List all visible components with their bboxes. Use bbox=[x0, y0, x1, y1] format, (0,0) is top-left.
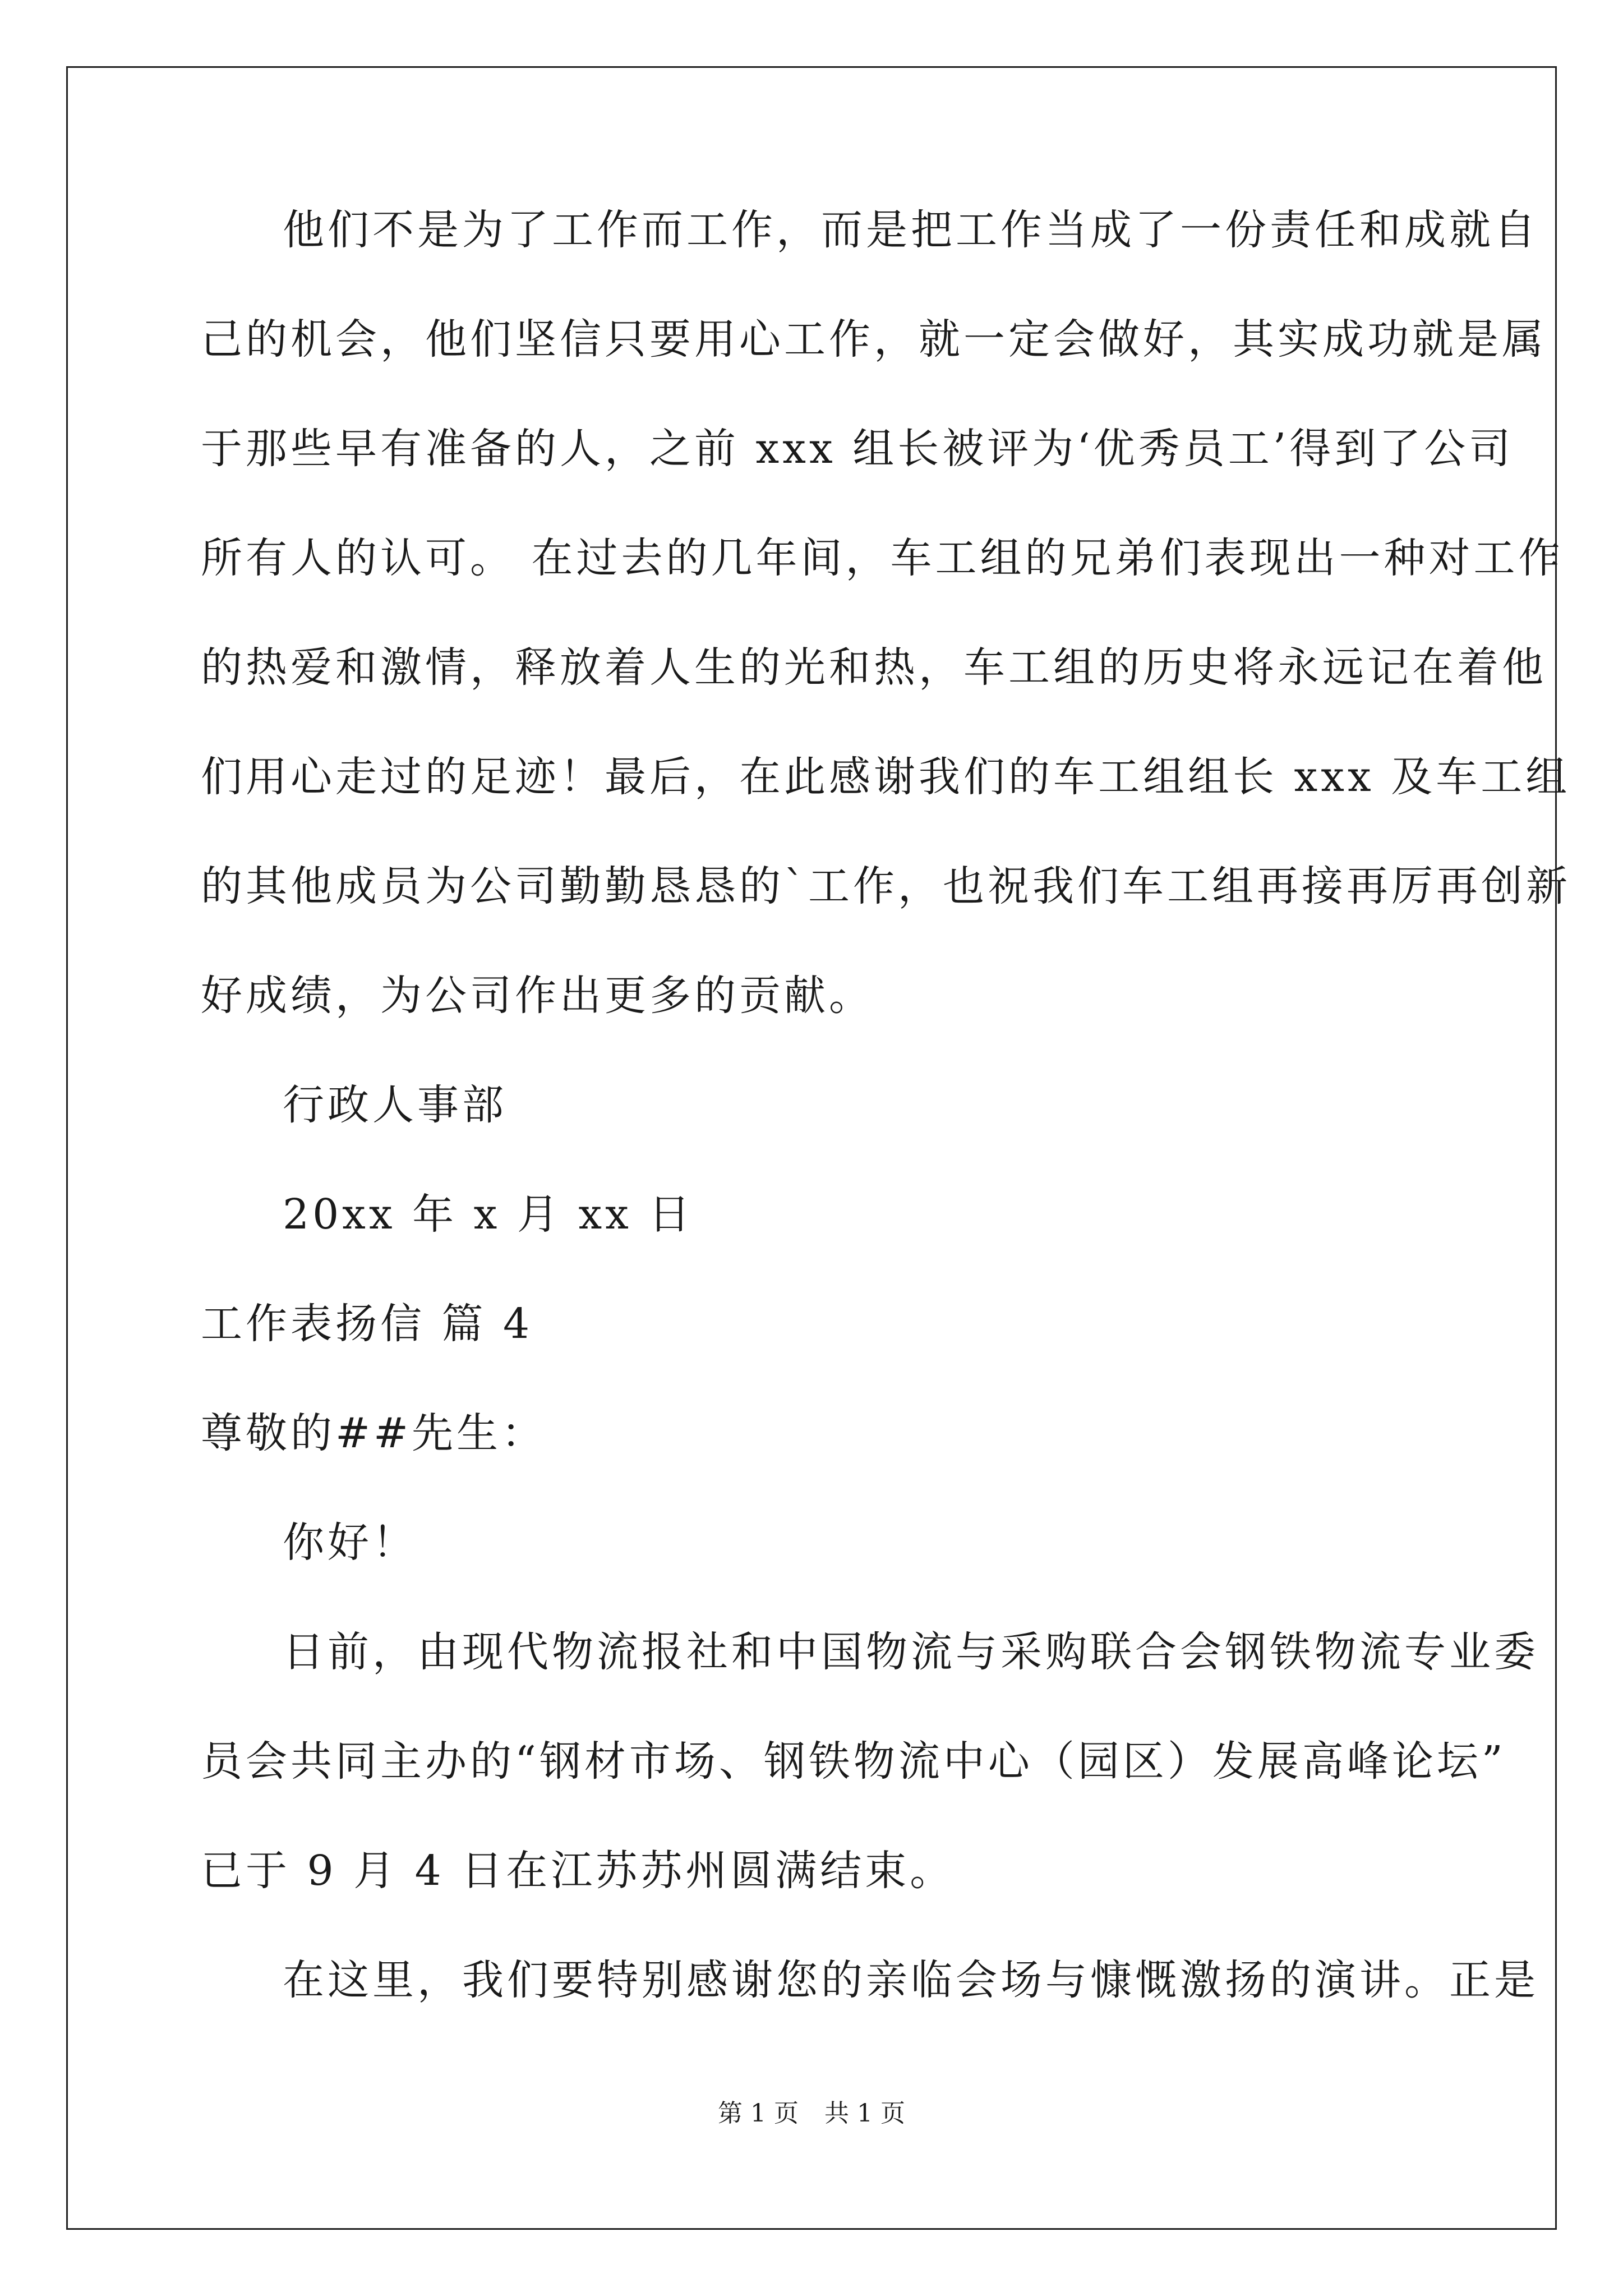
paragraph-line: 所有人的认可。 在过去的几年间，车工组的兄弟们表现出一种对工作 bbox=[201, 534, 1564, 582]
paragraph-line: 好成绩，为公司作出更多的贡献。 bbox=[201, 972, 874, 1020]
signature-date: 20xx 年 x 月 xx 日 bbox=[283, 1190, 694, 1239]
paragraph-line: 们用心走过的足迹！最后，在此感谢我们的车工组组长 xxx 及车工组 bbox=[201, 753, 1571, 801]
page-border bbox=[66, 66, 1557, 2230]
paragraph-line: 己的机会，他们坚信只要用心工作，就一定会做好，其实成功就是属 bbox=[201, 315, 1547, 364]
paragraph-line: 的热爱和激情，释放着人生的光和热，车工组的历史将永远记在着他 bbox=[201, 643, 1547, 692]
greeting: 你好！ bbox=[283, 1519, 417, 1567]
paragraph-line: 日前，由现代物流报社和中国物流与采购联合会钢铁物流专业委 bbox=[283, 1628, 1539, 1676]
salutation: 尊敬的##先生： bbox=[201, 1409, 547, 1457]
paragraph-line: 于那些早有准备的人，之前 xxx 组长被评为‘优秀员工’得到了公司 bbox=[201, 425, 1514, 473]
paragraph-line: 已于 9 月 4 日在江苏苏州圆满结束。 bbox=[201, 1847, 955, 1895]
page-number-current: 第 1 页 bbox=[718, 2099, 799, 2128]
paragraph-line: 员会共同主办的“钢材市场、钢铁物流中心（园区）发展高峰论坛” bbox=[201, 1737, 1506, 1786]
paragraph-line: 在这里，我们要特别感谢您的亲临会场与慷慨激扬的演讲。正是 bbox=[283, 1956, 1539, 2004]
signature-department: 行政人事部 bbox=[283, 1081, 507, 1129]
page-footer bbox=[0, 2097, 1623, 2131]
section-heading: 工作表扬信 篇 4 bbox=[201, 1300, 533, 1348]
page-number-total: 共 1 页 bbox=[824, 2099, 905, 2128]
paragraph-line: 他们不是为了工作而工作，而是把工作当成了一份责任和成就自 bbox=[283, 206, 1539, 254]
paragraph-line: 的其他成员为公司勤勤恳恳的`工作，也祝我们车工组再接再厉再创新 bbox=[201, 862, 1571, 910]
